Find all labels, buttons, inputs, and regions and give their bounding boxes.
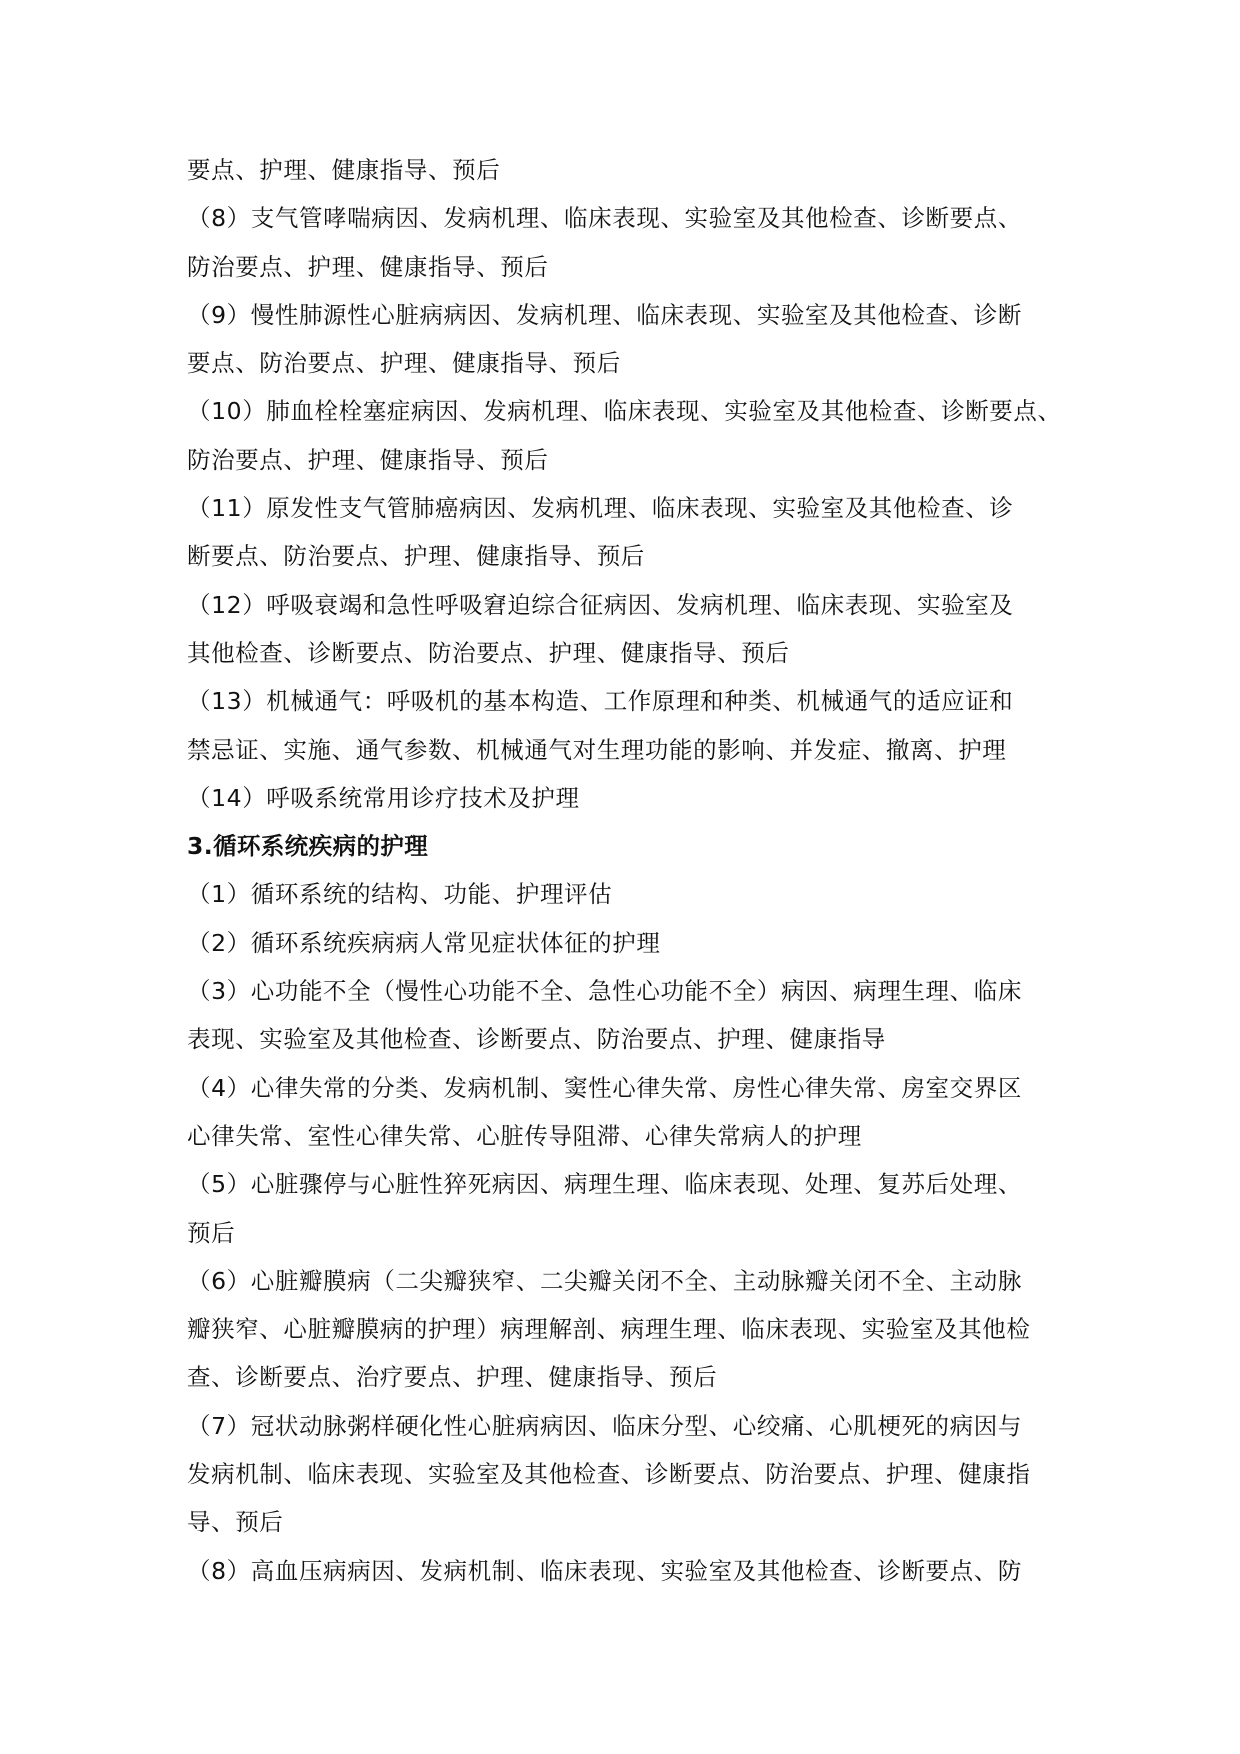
list-item-8: （8）支气管哮喘病因、发病机理、临床表现、实验室及其他检查、诊断要点、: [187, 204, 1022, 233]
list-item-8: （8）高血压病病因、发病机制、临床表现、实验室及其他检查、诊断要点、防: [187, 1556, 1022, 1585]
list-item-14: （14）呼吸系统常用诊疗技术及护理: [187, 783, 580, 812]
list-item-7: （7）冠状动脉粥样硬化性心脏病病因、临床分型、心绞痛、心肌梗死的病因与: [187, 1411, 1022, 1440]
list-item-6: （6）心脏瓣膜病（二尖瓣狭窄、二尖瓣关闭不全、主动脉瓣关闭不全、主动脉: [187, 1266, 1022, 1295]
text-line: 表现、实验室及其他检查、诊断要点、防治要点、护理、健康指导: [187, 1025, 886, 1054]
list-item-12: （12）呼吸衰竭和急性呼吸窘迫综合征病因、发病机理、临床表现、实验室及: [187, 590, 1014, 619]
list-item-11: （11）原发性支气管肺癌病因、发病机理、临床表现、实验室及其他检查、诊: [187, 494, 1014, 523]
list-item-3: （3）心功能不全（慢性心功能不全、急性心功能不全）病因、病理生理、临床: [187, 977, 1022, 1006]
text-line: 防治要点、护理、健康指导、预后: [187, 445, 549, 474]
text-line: 要点、护理、健康指导、预后: [187, 156, 501, 184]
text-line: 断要点、防治要点、护理、健康指导、预后: [187, 542, 645, 571]
list-item-1: （1）循环系统的结构、功能、护理评估: [187, 880, 613, 909]
text-line: 其他检查、诊断要点、防治要点、护理、健康指导、预后: [187, 638, 790, 667]
text-line: 要点、防治要点、护理、健康指导、预后: [187, 349, 621, 378]
document-body: [187, 146, 1067, 1595]
list-item-5: （5）心脏骤停与心脏性猝死病因、病理生理、临床表现、处理、复苏后处理、: [187, 1170, 1022, 1199]
text-line: 心律失常、室性心律失常、心脏传导阻滞、心律失常病人的护理: [187, 1121, 862, 1150]
list-item-13: （13）机械通气：呼吸机的基本构造、工作原理和种类、机械通气的适应证和: [187, 687, 1014, 716]
text-line: 导、预后: [187, 1508, 284, 1537]
text-line: 查、诊断要点、治疗要点、护理、健康指导、预后: [187, 1363, 718, 1392]
text-line: 禁忌证、实施、通气参数、机械通气对生理功能的影响、并发症、撤离、护理: [187, 735, 1007, 764]
text-line: 防治要点、护理、健康指导、预后: [187, 252, 549, 281]
list-item-2: （2）循环系统疾病病人常见症状体征的护理: [187, 928, 661, 957]
text-line: 预后: [187, 1218, 236, 1247]
list-item-4: （4）心律失常的分类、发病机制、窦性心律失常、房性心律失常、房室交界区: [187, 1073, 1022, 1102]
list-item-10: （10）肺血栓栓塞症病因、发病机理、临床表现、实验室及其他检查、诊断要点、: [187, 397, 1062, 426]
text-line: 瓣狭窄、心脏瓣膜病的护理）病理解剖、病理生理、临床表现、实验室及其他检: [187, 1315, 1031, 1344]
list-item-9: （9）慢性肺源性心脏病病因、发病机理、临床表现、实验室及其他检查、诊断: [187, 300, 1022, 329]
text-line: 发病机制、临床表现、实验室及其他检查、诊断要点、防治要点、护理、健康指: [187, 1460, 1031, 1489]
section-heading: 3.循环系统疾病的护理: [187, 832, 429, 861]
